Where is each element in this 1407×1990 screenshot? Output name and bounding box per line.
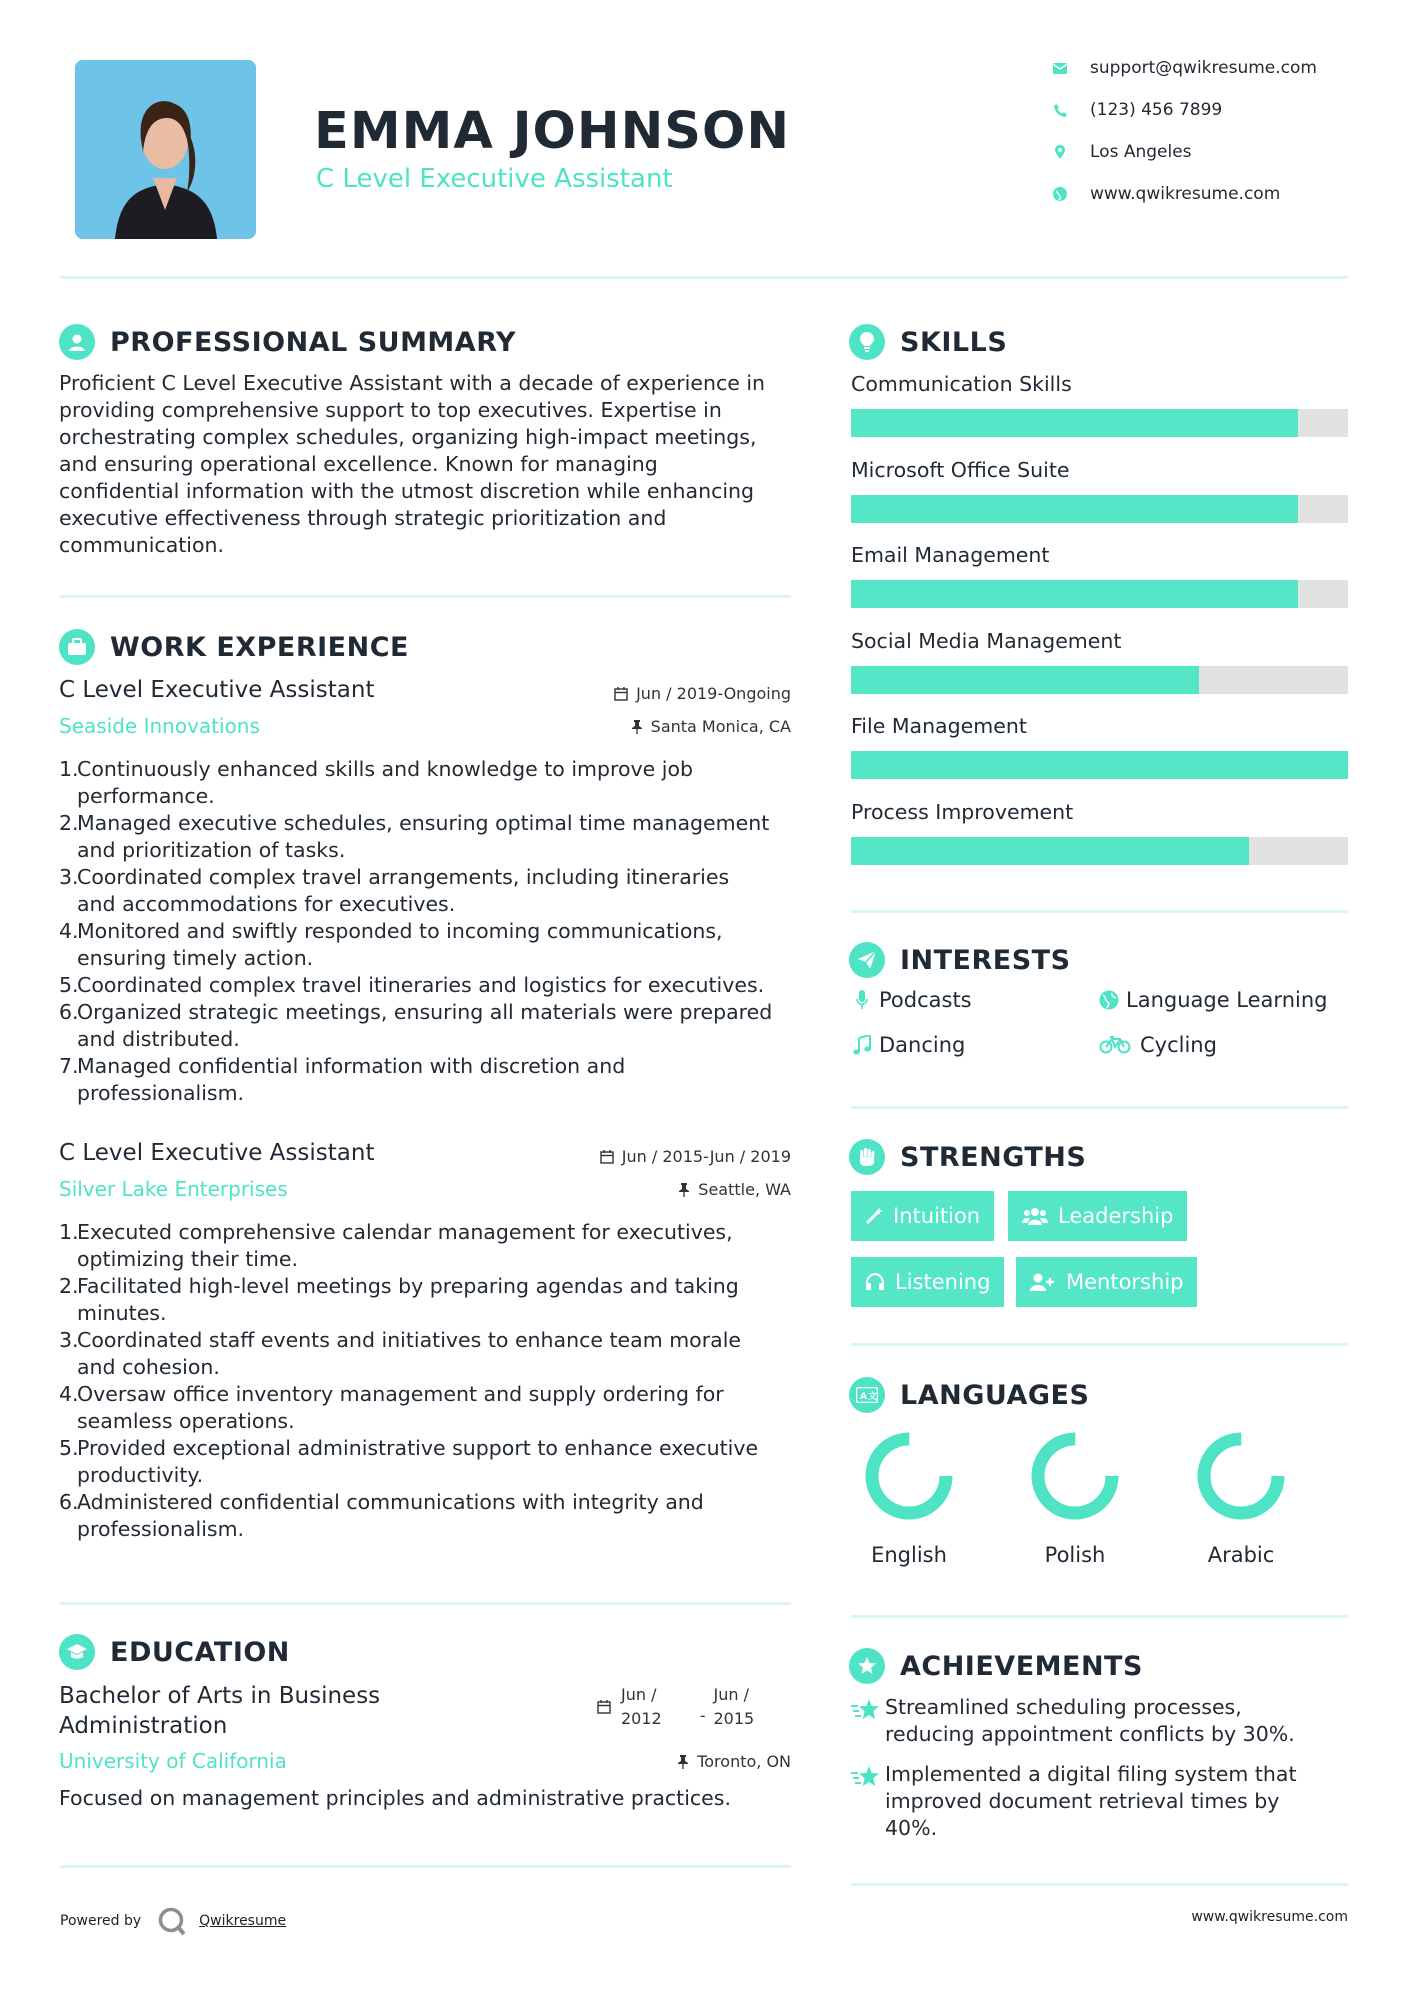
achievement-line: 40%.: [885, 1816, 938, 1840]
education-school: University of California: [59, 1749, 287, 1773]
education-date: [597, 1683, 754, 1731]
interest-item: [1098, 1033, 1217, 1057]
interest-item: [1098, 988, 1327, 1012]
music-note-icon: [851, 1035, 873, 1055]
contact-phone[interactable]: [1052, 100, 1222, 120]
lightbulb-icon: [849, 324, 885, 360]
contact-email[interactable]: [1052, 58, 1317, 78]
job-date: [480, 1147, 791, 1166]
summary-heading: [59, 324, 516, 360]
job-company: Silver Lake Enterprises: [59, 1177, 288, 1201]
pushpin-icon: [677, 1755, 689, 1769]
list-item: 7. Managed confidential information with discretion and professionalism.: [59, 1054, 626, 1105]
interest-label: Cycling: [1140, 1033, 1217, 1057]
summary-heading-text: PROFESSIONAL SUMMARY: [110, 326, 517, 358]
skill-bar-fill: [851, 837, 1249, 865]
strength-label: Mentorship: [1066, 1270, 1184, 1294]
achievements-heading-text: ACHIEVEMENTS: [900, 1650, 1143, 1682]
degree-title: [59, 1681, 380, 1741]
achievement-line: Implemented a digital filing system that: [885, 1762, 1297, 1786]
summary-line: confidential information with the utmost discretion while enhancing: [59, 479, 755, 503]
contact-location-text: Los Angeles: [1090, 142, 1192, 162]
languages-heading-text: LANGUAGES: [900, 1379, 1090, 1411]
list-item: 1. Continuously enhanced skills and knowledge to improve job performance.: [59, 757, 694, 808]
job-location-text: Seattle, WA: [698, 1180, 791, 1199]
job-duties: [59, 1219, 799, 1543]
language-label: Arabic: [1207, 1543, 1275, 1567]
job-date-text: Jun / 2019-Ongoing: [636, 684, 791, 703]
skills-heading-text: SKILLS: [900, 326, 1008, 358]
star-badge-icon: [849, 1648, 885, 1684]
job-location-text: Santa Monica, CA: [650, 717, 791, 736]
star-icon: [851, 1694, 885, 1748]
skill-label: Social Media Management: [851, 628, 1122, 653]
interests-heading-text: INTERESTS: [900, 944, 1071, 976]
language-ring: [1027, 1428, 1123, 1524]
job-title: C Level Executive Assistant: [59, 677, 375, 703]
skill-bar-fill: [851, 666, 1199, 694]
achievement-line: reducing appointment conflicts by 30%.: [885, 1722, 1295, 1746]
job-date-text: Jun / 2015-Jun / 2019: [621, 1147, 791, 1166]
language-label: Polish: [1044, 1543, 1106, 1567]
globe-icon: [1052, 186, 1068, 202]
summary-line: and ensuring operational excellence. Known for managing: [59, 452, 658, 476]
email-icon: [1052, 60, 1068, 76]
skill-label: Process Improvement: [851, 800, 1074, 824]
language-ring-arc: [1038, 1439, 1112, 1513]
skill-bar: [851, 580, 1348, 608]
svg-text:A: A: [860, 1392, 868, 1402]
contact-email-text: support@qwikresume.com: [1090, 58, 1317, 78]
strength-tag: [1008, 1191, 1187, 1241]
candidate-name: EMMA JOHNSON: [314, 102, 791, 161]
languages-heading: [849, 1377, 1089, 1413]
interest-item: [851, 1033, 965, 1057]
education-end-date: Jun / 2015: [713, 1685, 755, 1728]
education-heading: [59, 1634, 290, 1670]
section-divider: [60, 595, 791, 598]
experience-heading: [59, 629, 409, 665]
strength-label: Leadership: [1058, 1204, 1174, 1228]
list-item: 2. Facilitated high-level meetings by preparing agendas and taking minutes.: [59, 1274, 739, 1325]
headphones-icon: [865, 1273, 885, 1291]
job-location: [500, 1180, 791, 1199]
skill-label: File Management: [851, 714, 1027, 739]
summary-line: providing comprehensive support to top executives. Expertise in: [59, 398, 722, 422]
paper-plane-icon: [849, 942, 885, 978]
skill-label: Email Management: [851, 543, 1050, 568]
achievement-line: Streamlined scheduling processes,: [885, 1695, 1242, 1719]
interests-heading: [849, 942, 1071, 978]
bicycle-icon: [1098, 1036, 1132, 1054]
strength-tag: [1016, 1257, 1197, 1307]
fist-icon: [849, 1139, 885, 1175]
list-item: 3. Coordinated complex travel arrangements, including itineraries and accommodations for executives.: [59, 865, 730, 916]
contact-phone-text: (123) 456 7899: [1090, 100, 1223, 120]
summary-line: Proficient C Level Executive Assistant with a decade of experience in: [59, 371, 766, 395]
person-portrait-icon: [75, 60, 256, 239]
strength-label: Intuition: [893, 1204, 981, 1228]
user-icon: [59, 324, 95, 360]
education-location: [500, 1752, 791, 1771]
microphone-icon: [851, 990, 873, 1010]
pushpin-icon: [678, 1183, 690, 1197]
user-plus-icon: [1030, 1273, 1056, 1291]
briefcase-icon: [59, 629, 95, 665]
header-divider: [60, 276, 1348, 279]
contact-website[interactable]: [1052, 184, 1280, 204]
phone-icon: [1052, 102, 1068, 118]
language-label: English: [871, 1543, 947, 1567]
section-divider: [60, 1602, 791, 1605]
achievement-item: [851, 1761, 1351, 1842]
pushpin-icon: [631, 720, 643, 734]
interest-label: Dancing: [879, 1033, 966, 1057]
graduate-icon: [59, 1634, 95, 1670]
skill-bar-fill: [851, 409, 1298, 437]
strengths-heading: [849, 1139, 1086, 1175]
magic-wand-icon: [865, 1207, 883, 1225]
calendar-icon: [600, 1150, 614, 1164]
profile-photo: [75, 60, 256, 239]
achievements-heading: [849, 1648, 1143, 1684]
job-duties: [59, 756, 799, 1107]
contact-location: [1052, 142, 1192, 162]
summary-line: communication.: [59, 533, 225, 557]
education-location-text: Toronto, ON: [697, 1752, 791, 1771]
skill-bar-fill: [851, 580, 1298, 608]
list-item: 5. Provided exceptional administrative support to enhance executive productivity.: [59, 1436, 759, 1487]
skill-label: Communication Skills: [851, 372, 1072, 396]
strength-tag: [851, 1257, 1004, 1307]
list-item: 1. Executed comprehensive calendar management for executives, optimizing their time.: [59, 1220, 733, 1271]
qwikresume-link[interactable]: Qwikresume: [199, 1913, 287, 1929]
calendar-icon: [597, 1700, 611, 1714]
skill-bar: [851, 495, 1348, 523]
list-item: 5. Coordinated complex travel itineraries and logistics for executives.: [59, 973, 765, 997]
skill-bar: [851, 409, 1348, 437]
interest-label: Podcasts: [879, 988, 972, 1012]
candidate-title: C Level Executive Assistant: [316, 164, 673, 194]
summary-line: executive effectiveness through strategic prioritization and: [59, 506, 667, 530]
achievement-line: improved document retrieval times by: [885, 1789, 1280, 1813]
strengths-heading-text: STRENGTHS: [900, 1141, 1087, 1173]
language-ring-arc: [872, 1439, 946, 1513]
interest-item: [851, 988, 972, 1012]
skill-bar-fill: [851, 751, 1348, 779]
education-start-date: Jun / 2012: [621, 1685, 662, 1728]
summary-line: orchestrating complex schedules, organizing high-impact meetings,: [59, 425, 757, 449]
summary-text: [59, 370, 799, 559]
education-description: Focused on management principles and administrative practices.: [59, 1786, 731, 1810]
section-divider: [851, 1615, 1348, 1618]
skill-bar: [851, 666, 1348, 694]
list-item: 4. Oversaw office inventory management and supply ordering for seamless operations.: [59, 1382, 724, 1433]
section-divider: [60, 1865, 791, 1868]
strength-tag: [851, 1191, 994, 1241]
job-title: C Level Executive Assistant: [59, 1140, 375, 1166]
powered-by-text: Powered by: [60, 1913, 142, 1929]
list-item: 3. Coordinated staff events and initiatives to enhance team morale and cohesion.: [59, 1328, 742, 1379]
job-company: Seaside Innovations: [59, 714, 260, 738]
degree-line: Bachelor of Arts in Business: [59, 1683, 381, 1709]
section-divider: [851, 1883, 1348, 1886]
list-item: 2. Managed executive schedules, ensuring optimal time management and prioritization of tasks.: [59, 811, 770, 862]
language-card-icon: [849, 1377, 885, 1413]
location-pin-icon: [1052, 144, 1068, 160]
job-location: [500, 717, 791, 736]
skill-label: Microsoft Office Suite: [851, 457, 1070, 482]
achievement-item: [851, 1694, 1351, 1748]
qwikresume-logo-icon: [157, 1906, 187, 1936]
language-ring: [1193, 1428, 1289, 1524]
language-ring-arc: [1204, 1439, 1278, 1513]
globe-icon: [1098, 990, 1120, 1010]
list-item: 4. Monitored and swiftly responded to incoming communications, ensuring timely action.: [59, 919, 723, 970]
skill-bar-fill: [851, 495, 1298, 523]
experience-heading-text: WORK EXPERIENCE: [110, 631, 409, 663]
interest-label: Language Learning: [1126, 988, 1328, 1012]
users-icon: [1022, 1207, 1048, 1225]
section-divider: [851, 1343, 1348, 1346]
svg-text:文: 文: [868, 1392, 878, 1402]
language-ring: [861, 1428, 957, 1524]
date-dash: -: [699, 1705, 706, 1725]
list-item: 6. Administered confidential communications with integrity and professionalism.: [59, 1490, 704, 1541]
calendar-icon: [614, 687, 628, 701]
section-divider: [851, 910, 1348, 913]
skills-heading: [849, 324, 1007, 360]
skill-bar: [851, 837, 1348, 865]
section-divider: [851, 1106, 1348, 1109]
contact-website-text: www.qwikresume.com: [1090, 184, 1281, 204]
footer-powered-by: [60, 1906, 286, 1936]
strength-label: Listening: [895, 1270, 991, 1294]
job-date: [500, 684, 791, 703]
star-icon: [851, 1761, 885, 1842]
list-item: 6. Organized strategic meetings, ensuring all materials were prepared and distributed.: [59, 1000, 773, 1051]
degree-line: Administration: [59, 1713, 228, 1739]
footer-website[interactable]: www.qwikresume.com: [1191, 1909, 1348, 1925]
skill-bar: [851, 751, 1348, 779]
education-heading-text: EDUCATION: [110, 1636, 290, 1668]
